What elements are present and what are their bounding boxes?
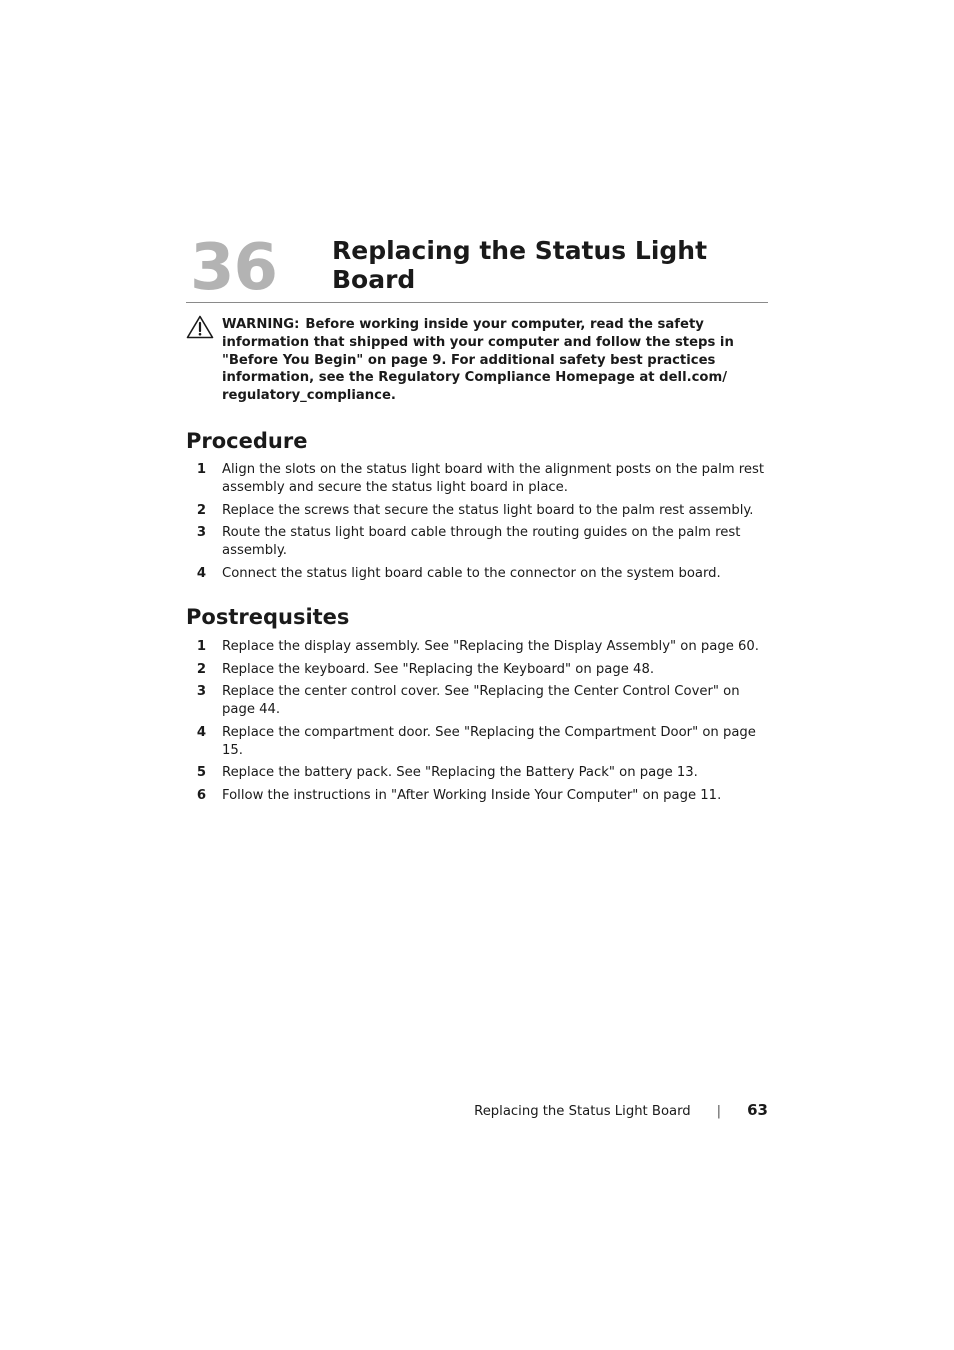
step-text: Align the slots on the status light board with the alignment posts on the palm rest assembly and secure the status light board in place. — [222, 462, 765, 495]
step-number: 4 — [196, 565, 206, 581]
step-item — [186, 524, 768, 560]
step-number: 2 — [196, 661, 206, 677]
step-number: 4 — [196, 724, 206, 740]
step-item — [186, 461, 768, 497]
step-number: 5 — [196, 765, 206, 780]
step-text: Connect the status light board cable to the connector on the system board. — [222, 565, 721, 581]
footer-title: Replacing the Status Light Board — [474, 1104, 691, 1119]
step-text: Route the status light board cable through the routing guides on the palm rest assembly. — [222, 525, 741, 558]
step-item — [186, 638, 768, 656]
step-item — [186, 724, 768, 760]
procedure-heading: Procedure — [186, 429, 308, 453]
page-footer — [474, 1100, 768, 1122]
step-item — [186, 787, 768, 805]
footer-separator: | — [716, 1104, 722, 1119]
postrequisites-heading: Postrequsites — [186, 605, 350, 629]
warning-body: Before working inside your computer, read the safety information that shipped with your computer and follow the steps in "Before You Begin" on page 9. For additional safety best practices information, see the Regulatory Compliance Homepage at dell.com/ regulatory_compliance. — [222, 317, 734, 404]
step-number: 6 — [196, 787, 206, 803]
step-text: Replace the display assembly. See "Replacing the Display Assembly" on page 60. — [222, 639, 759, 654]
warning-triangle-icon — [186, 315, 214, 339]
step-number: 3 — [196, 525, 206, 540]
step-item — [186, 502, 768, 520]
step-text: Replace the battery pack. See "Replacing the Battery Pack" on page 13. — [222, 765, 698, 780]
step-number: 1 — [196, 639, 206, 654]
step-text: Replace the keyboard. See "Replacing the Keyboard" on page 48. — [222, 661, 655, 677]
step-item — [186, 565, 768, 583]
step-text: Follow the instructions in "After Working Inside Your Computer" on page 11. — [222, 787, 722, 803]
step-number: 2 — [196, 502, 206, 518]
step-number: 1 — [196, 462, 206, 477]
step-item — [186, 661, 768, 679]
step-text: Replace the compartment door. See "Replacing the Compartment Door" on page 15. — [222, 724, 756, 758]
step-item — [186, 764, 768, 782]
chapter-number: 36 — [190, 231, 278, 305]
page-number: 63 — [747, 1101, 768, 1119]
step-text: Replace the center control cover. See "Replacing the Center Control Cover" on page 44. — [222, 684, 740, 717]
step-number: 3 — [196, 684, 206, 699]
postrequisites-steps — [186, 638, 768, 809]
procedure-steps — [186, 461, 768, 587]
step-text: Replace the screws that secure the status light board to the palm rest assembly. — [222, 502, 754, 518]
step-item — [186, 683, 768, 719]
warning-label: WARNING: — [222, 317, 300, 332]
chapter-title: Replacing the Status Light Board — [332, 236, 708, 294]
warning-text — [222, 316, 768, 405]
chapter-header — [186, 232, 768, 303]
